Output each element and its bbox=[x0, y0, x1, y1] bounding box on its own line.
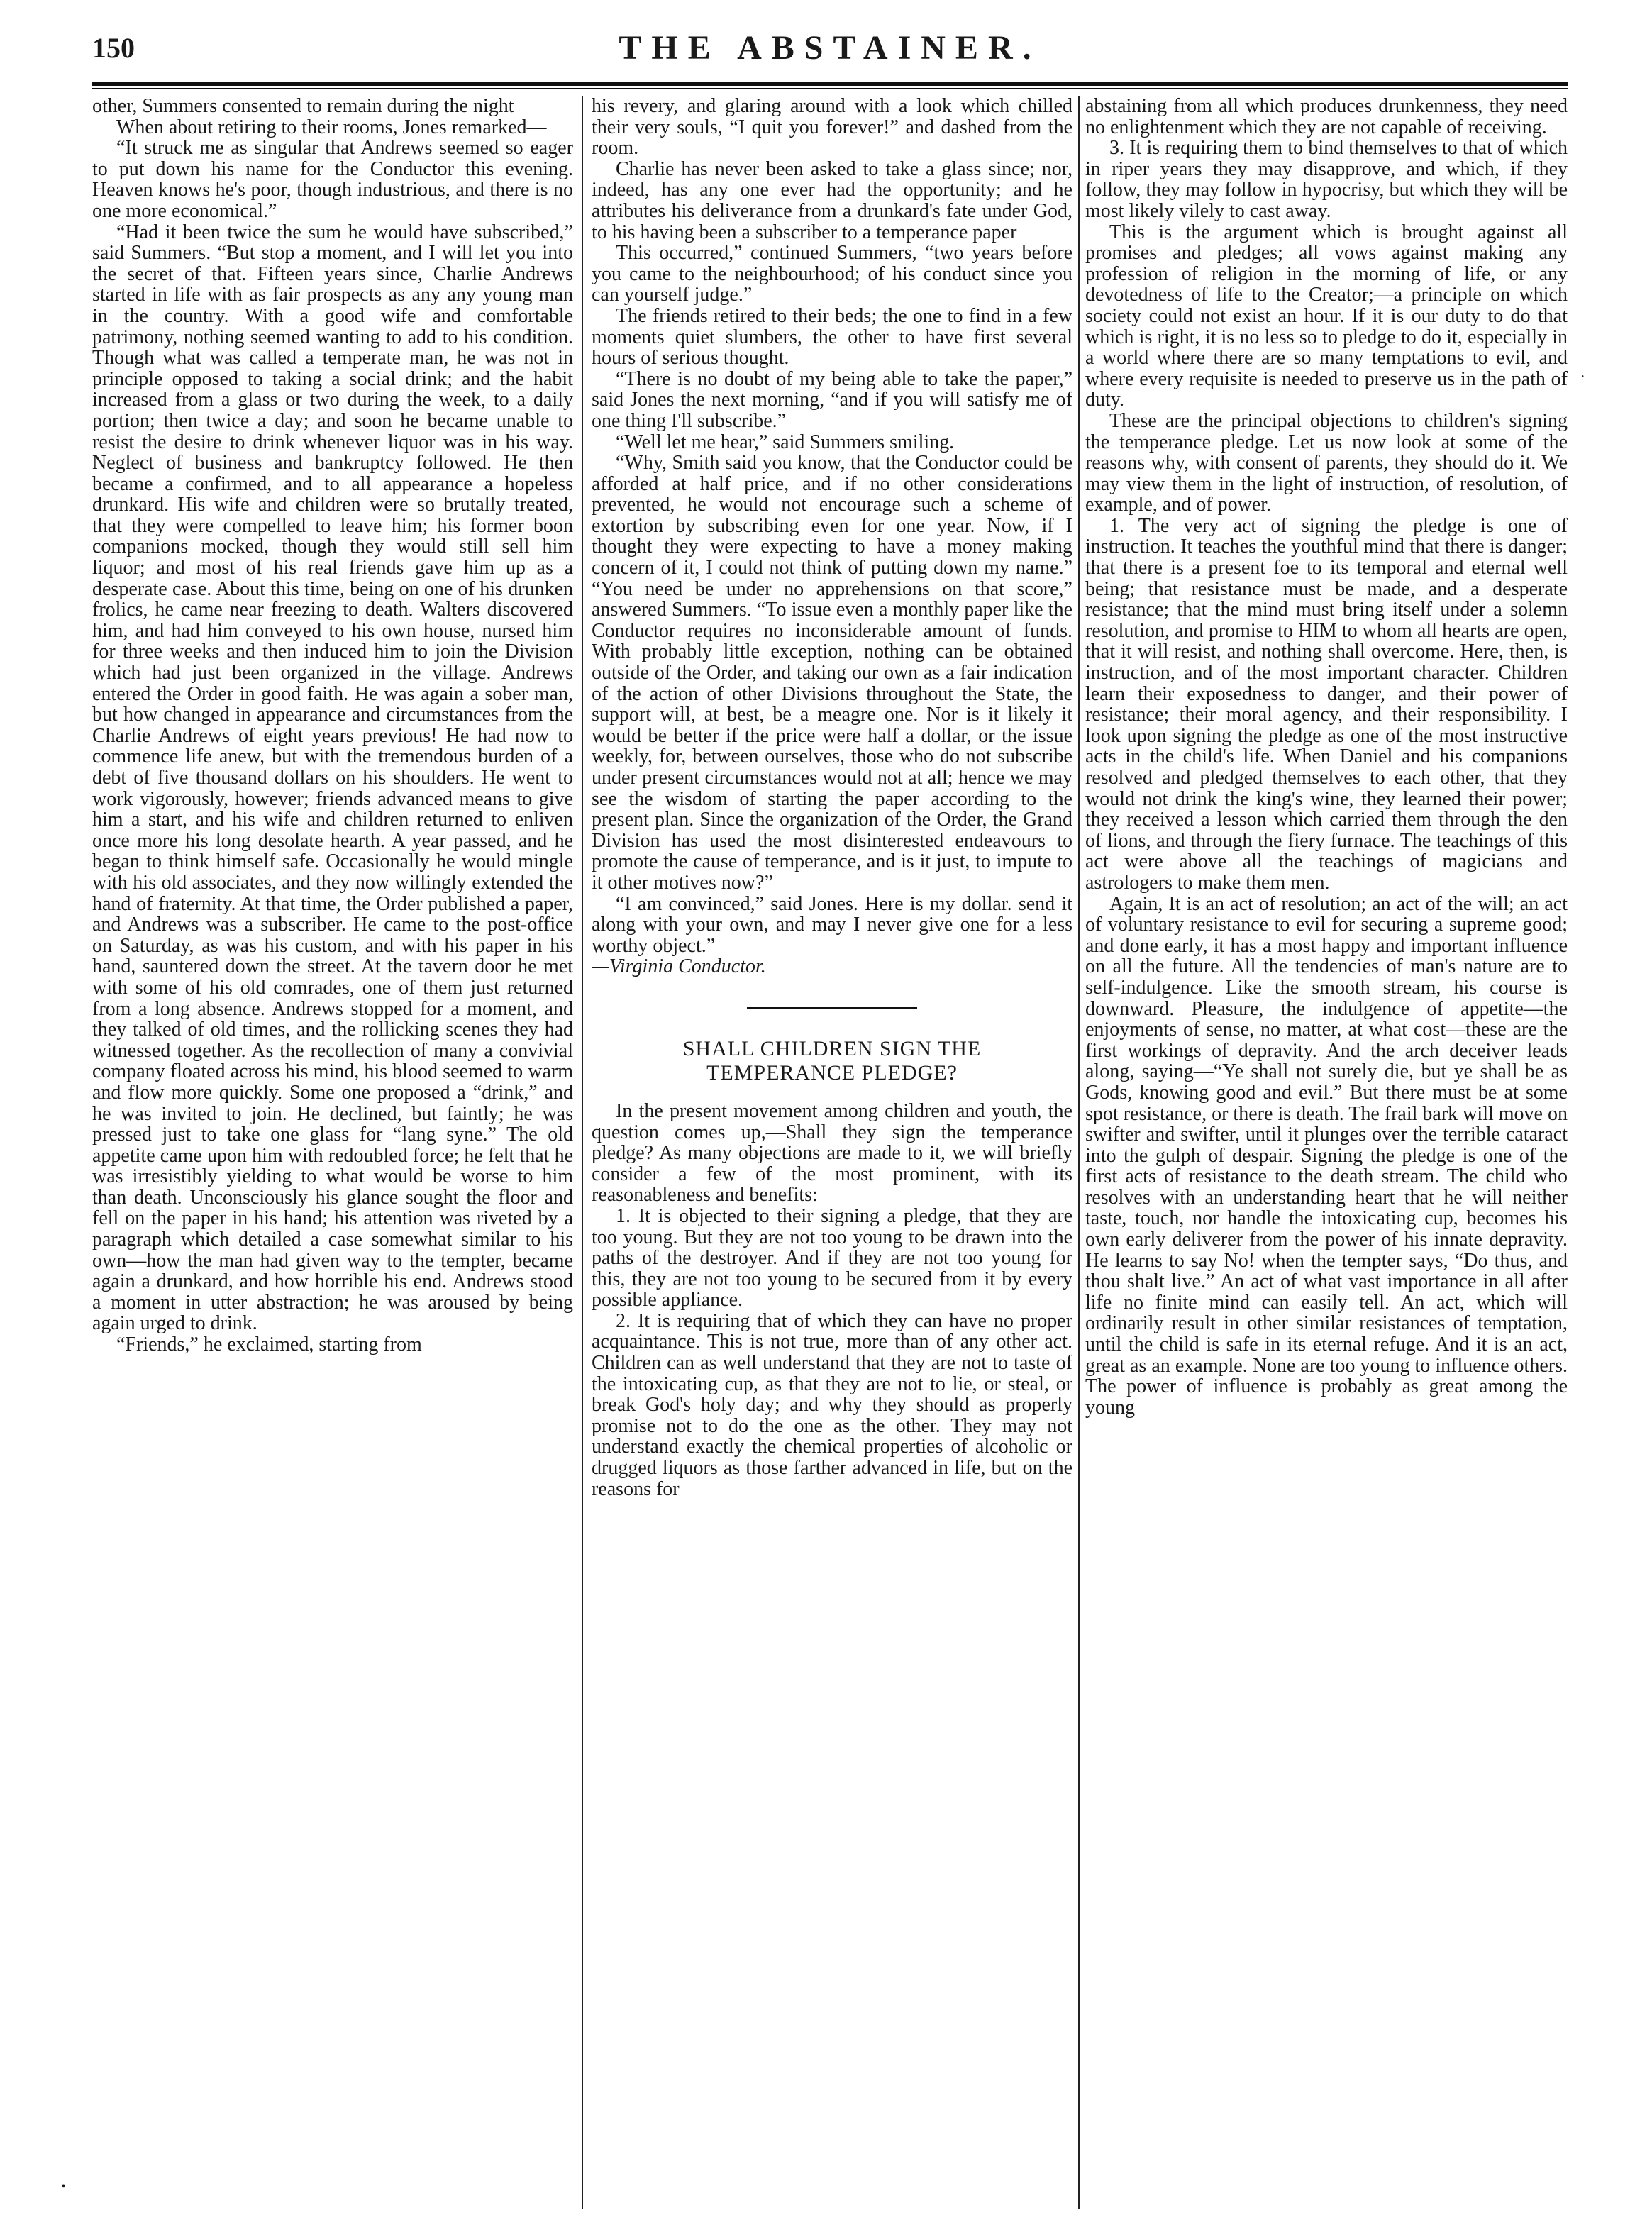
paragraph: “Well let me hear,” said Summers smiling. bbox=[616, 431, 955, 453]
column-2 bbox=[592, 96, 1072, 2209]
article-attribution: —Virginia Conductor. bbox=[592, 955, 766, 978]
paragraph: “There is no doubt of my being able to take the paper,” said Jones the next morning, “and if you will satisfy me of one thing I'll subscribe.” bbox=[592, 367, 1072, 432]
print-speck: · bbox=[1580, 369, 1585, 384]
paragraph: When about retiring to their rooms, Jones remarked— bbox=[116, 116, 547, 138]
column-3 bbox=[1085, 96, 1568, 2209]
paragraph: other, Summers consented to remain during the night bbox=[92, 96, 514, 117]
paragraph: These are the principal objections to children's signing the temperance pledge. Let us now look at some of the reasons why, with consent of parents, they should do it. We may view them in the light of instruction, of resolution, of example, and of power. bbox=[1085, 409, 1568, 516]
paragraph: “Why, Smith said you know, that the Conductor could be afforded at half price, and if no other considerations prevented, he would not encourage such a scheme of extortion by subscribing even for one year. Now, if I thought they were expecting to have a money making concern of it, I could not think of putting down my name.” “You need be under no apprehensions on that score,” answered Summers. “To issue even a monthly paper like the Conductor requires no inconsiderable amount of funds. With probably little exception, nothing can be obtained outside of the Order, and taking our own as a fair indication of the action of other Divisions throughout the State, the support will, at best, be a meagre one. Nor is it likely it would be better if the price were half a dollar, or the issue weekly, for, between ourselves, those who do not subscribe under present circumstances would not at all; hence we may see the wisdom of starting the paper according to the present plan. Since the organization of the Order, the Grand Division has used the most disinterested endeavours to promote the cause of temperance, and is it just, to impute to it other motives now?” bbox=[592, 452, 1072, 894]
column-divider-1 bbox=[582, 96, 583, 2209]
paragraph: his revery, and glaring around with a look which chilled their very souls, “I quit you forever!” and dashed from the room. bbox=[592, 96, 1072, 160]
article-separator bbox=[747, 1007, 917, 1009]
page-number: 150 bbox=[92, 32, 135, 64]
paragraph: In the present movement among children and youth, the question comes up,—Shall they sign the temperance pledge? As many objections are made to it, we will briefly consider a few of the most prominent, with its reasonableness and benefits: bbox=[592, 1099, 1072, 1207]
paragraph: 1. The very act of signing the pledge is one of instruction. It teaches the youthful mind that there is danger; that there is a present foe to its temporal and eternal well being; that resistance must be made, and a desperate resistance; that the mind must bring itself under a solemn resolution, and promise to HIM to whom all hearts are open, that it will resist, and nothing shall overcome. Here, then, is instruction, and of the most important character. Children learn their exposedness to danger, and their power of resistance; their moral agency, and their responsibility. I look upon signing the pledge as one of the most instructive acts in the child's life. When Daniel and his companions resolved and pledged themselves to each other, that they would not drink the king's wine, they learned their power; they received a lesson which carried them through the den of lions, and through the fiery furnace. The teachings of this act were above all the teachings of magicians and astrologers to make them men. bbox=[1085, 514, 1568, 894]
paragraph: “Had it been twice the sum he would have subscribed,” said Summers. “But stop a moment, and I will let you into the secret of that. Fifteen years since, Charlie Andrews started in life with as fair prospects as any any young man in the country. With a good wife and comfortable patrimony, nothing seemed wanting to add to his condition. Though what was called a temperate man, he was not in principle opposed to taking a social drink; and the habit increased from a glass or two during the week, to a daily portion; then twice a day; and soon he became unable to resist the desire to drink whenever liquor was in his way. Neglect of business and bankruptcy followed. He then became a confirmed, and to all appearance a hopeless drunkard. His wife and children were so brutally treated, that they were compelled to leave him; his former boon companions mocked, though they would still sell him liquor; and most of his real friends gave him up as a desperate case. About this time, being on one of his drunken frolics, he came near freezing to death. Walters discovered him, and had him conveyed to his own house, nursed him for three weeks and then induced him to join the Division which had just been organized in the village. Andrews entered the Order in good faith. He was again a sober man, but how changed in appearance and circumstances from the Charlie Andrews of eight years previous! He had now to commence life anew, but with the tremendous burden of a debt of five thousand dollars on his shoulders. He went to work vigorously, however; friends advanced means to give him a start, and his wife and children returned to enliven once more his long desolate hearth. A year passed, and he began to think himself safe. Occasionally he would mingle with his old associates, and they now willingly extended the hand of fraternity. At that time, the Order published a paper, and Andrews was a subscriber. He came to the post-office on Saturday, as was his custom, and with his paper in his hand, sauntered down the street. At the tavern door he met with some of his old comrades, one of them just returned from a long absence. Andrews stopped for a moment, and they talked of old times, and the rollicking scenes they had witnessed together. As the recollection of many a convivial company floated across his mind, his blood seemed to warm and flow more quickly. Some one proposed a “drink,” and he was invited to join. He declined, but faintly; he was pressed just to take one glass for “lang syne.” The old appetite came upon him with redoubled force; he felt that he was irresistibly yielding to what would be worse to him than death. Unconsciously his glance sought the floor and fell on the paper in his hand; his attention was riveted by a paragraph which detailed a case somewhat similar to his own—how the man had given way to the tempter, became again a drunkard, and how horrible his end. Andrews stood a moment in utter abstraction; he was aroused by being again urged to drink. bbox=[92, 221, 573, 1335]
paragraph: Again, It is an act of resolution; an act of the will; an act of voluntary resistance to evil for securing a supreme good; and done early, it has a most happy and important influence on all the future. All the tendencies of man's nature are to self-indulgence. Like the smooth stream, his course is downward. Pleasure, the indulgence of appetite—the enjoyments of sense, no matter, at what cost—these are the first workings of depravity. And the arch deceiver leads along, saying—“Ye shall not surely die, but ye shall be as Gods, knowing good and evil.” But there must be at some spot resistance, or there is death. The frail bark will move on swifter and swifter, until it plunges over the terrible cataract into the gulph of despair. Signing the pledge is one of the first acts of resistance to the death stream. The child who resolves with an understanding heart that he will neither taste, touch, nor handle the intoxicating cup, becomes his own early deliverer from the power of his innate depravity. He learns to say No! when the tempter says, “Do thus, and thou shalt live.” An act of what vast importance in all after life no finite mind can easily tell. An act, which will ordinarily result in other similar resistances of temptation, until the child is safe in its eternal refuge. And it is an act, great as an example. None are too young to influence others. The power of influence is probably as great among the young bbox=[1085, 892, 1568, 1419]
print-speck: • bbox=[61, 2179, 67, 2195]
paragraph: This is the argument which is brought against all promises and pledges; all vows against making any profession of religion in the morning of life, or any devotedness of life to the Creator;—a principle on which society could not exist an hour. If it is our duty to do that which is right, it is no less so to pledge to do it, especially in a world where there are so many temptations to evil, and where every requisite is needed to preserve us in the path of duty. bbox=[1085, 221, 1568, 411]
article-title-line-2: TEMPERANCE PLEDGE? bbox=[706, 1060, 958, 1085]
paragraph: Charlie has never been asked to take a glass since; nor, indeed, has any one ever had the opportunity; and he attributes his deliverance from a drunkard's fate under God, to his having been a subscriber to a temperance paper bbox=[592, 157, 1072, 243]
column-divider-2 bbox=[1078, 96, 1080, 2209]
article-title bbox=[592, 1037, 1072, 1085]
header-rule bbox=[92, 82, 1568, 89]
journal-title: THE ABSTAINER. bbox=[619, 29, 1041, 67]
paragraph: 1. It is objected to their signing a pledge, that they are too young. But they are not too young to be drawn into the paths of the destroyer. And if they are not too young for this, they are not too young to be secured from it by every possible appliance. bbox=[592, 1204, 1072, 1311]
paragraph: 3. It is requiring them to bind themselves to that of which in riper years they may disapprove, and which, if they follow, they may follow in hypocrisy, but which they will be most likely vilely to cast away. bbox=[1085, 137, 1568, 222]
paragraph: 2. It is requiring that of which they can have no proper acquaintance. This is not true, more than of any other act. Children can as well understand that they are not to taste of the intoxicating cup, as that they are not to lie, or steal, or break God's holy day; and why they should as properly promise not to do the one as the other. They may not understand exactly the chemical properties of alcoholic or drugged liquors as those farther advanced in life, but on the reasons for bbox=[592, 1309, 1072, 1500]
paragraph: “It struck me as singular that Andrews seemed so eager to put down his name for the Conductor this evening. Heaven knows he's poor, though industrious, and there is no one more economical.” bbox=[92, 137, 573, 222]
article-title-line-1: SHALL CHILDREN SIGN THE bbox=[682, 1036, 982, 1060]
paragraph: abstaining from all which produces drunkenness, they need no enlightenment which they are not capable of receiving. bbox=[1085, 96, 1568, 138]
column-1 bbox=[92, 96, 573, 2209]
paragraph: This occurred,” continued Summers, “two years before you came to the neighbourhood; of his conduct since you can yourself judge.” bbox=[592, 242, 1072, 306]
paragraph: “I am convinced,” said Jones. Here is my dollar. send it along with your own, and may I never give one for a less worthy object.” bbox=[592, 892, 1072, 957]
paragraph: “Friends,” he exclaimed, starting from bbox=[116, 1333, 422, 1356]
paragraph: The friends retired to their beds; the one to find in a few moments quiet slumbers, the other to have first several hours of serious thought. bbox=[592, 304, 1072, 370]
page-header bbox=[92, 27, 1568, 70]
